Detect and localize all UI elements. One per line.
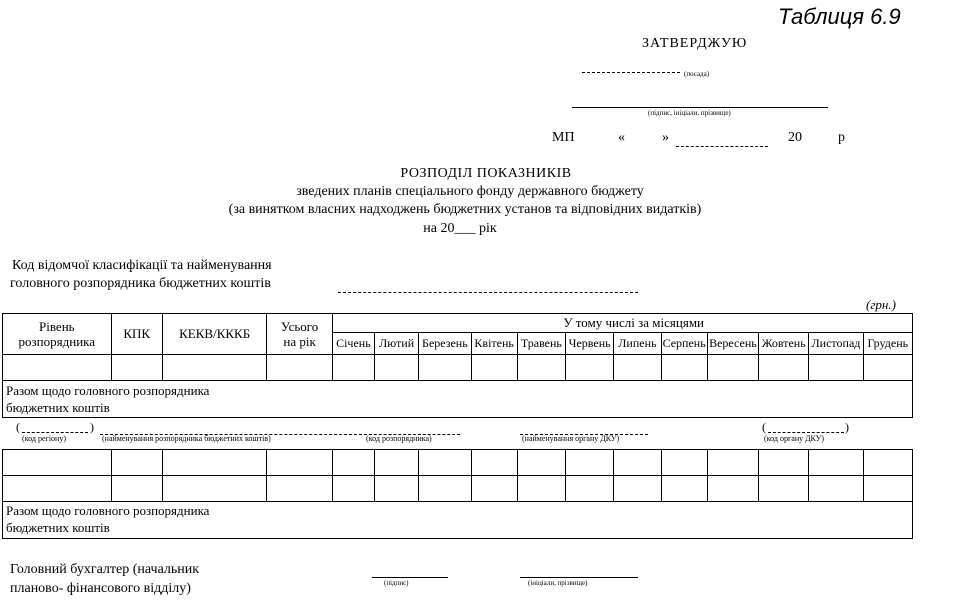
header-table [2,313,913,381]
code-label-1: Код відомчої класифікації та найменування [12,258,272,273]
approve-heading: ЗАТВЕРДЖУЮ [642,36,748,51]
paren-open-2: ( [762,420,766,434]
footer-name-caption: (ініціали, прізвище) [528,579,588,587]
signature-line [572,107,828,108]
paren-open-1: ( [16,420,20,434]
month-header: Червень [566,333,614,355]
month-header: Жовтень [759,333,809,355]
unit-label: (грн.) [866,297,896,312]
dksu-name-caption: (найменування органу ДКУ) [522,434,620,443]
table-row [3,355,913,381]
code-value-line [338,292,638,293]
code-label-2: головного розпорядника бюджетних коштів [10,276,271,291]
month-header: Лютий [375,333,419,355]
total-label-1-text: Разом щодо головного розпорядника бюджетних коштів [6,383,210,415]
date-quote-open: « [618,130,625,145]
footer-sign-line [372,577,448,578]
header-level: Рівень розпорядника [3,314,112,355]
data-table [2,449,913,502]
footer-sign-caption: (підпис) [384,579,409,587]
manager-name-caption: (найменування розпорядника бюджетних коштів) [102,434,271,443]
date-year-prefix: 20 [788,130,802,145]
month-header: Серпень [661,333,707,355]
month-header: Січень [332,333,374,355]
table-row [3,450,913,476]
month-header: Грудень [863,333,912,355]
header-months-group: У тому числі за місяцями [332,314,912,333]
footer-title-1: Головний бухгалтер (начальник [10,562,200,577]
doc-exception: (за винятком власних надходжень бюджетних установ та відповідних видатків) [228,202,702,217]
position-caption: (посада) [684,70,710,78]
footer-title-2: планово- фінансового відділу) [10,581,191,596]
date-month-line [676,146,768,147]
paren-close-1: ) [90,420,94,434]
date-quote-close: » [662,130,669,145]
header-kekv: КЕКВ/КККБ [162,314,267,355]
total-label-2-text: Разом щодо головного розпорядника бюджетних коштів [6,503,210,535]
total-label-1 [6,382,246,416]
signature-caption: (підпис, ініціали, прізвище) [648,109,731,117]
month-header: Травень [517,333,565,355]
doc-title: РОЗПОДІЛ ПОКАЗНИКІВ [400,166,572,181]
header-kpk: КПК [111,314,162,355]
header-total: Усього на рік [267,314,332,355]
footer-name-line [520,577,638,578]
region-code-caption: (код регіону) [22,434,66,443]
month-header: Квітень [471,333,517,355]
table-label: Таблиця 6.9 [778,4,901,29]
month-header: Березень [419,333,471,355]
total-label-2 [6,502,246,536]
date-year-suffix: р [838,130,845,145]
paren-close-2: ) [845,420,849,434]
month-header: Вересень [707,333,758,355]
manager-code-caption: (код розпорядника) [366,434,432,443]
position-line [582,72,680,73]
doc-year: на 20___ рік [423,221,497,236]
stamp-label: МП [552,130,575,145]
dksu-code-caption: (код органу ДКУ) [764,434,825,443]
month-header: Липень [614,333,661,355]
table-row [3,476,913,502]
month-header: Листопад [809,333,863,355]
doc-subtitle: зведених планів спеціального фонду державного бюджету [296,184,644,199]
